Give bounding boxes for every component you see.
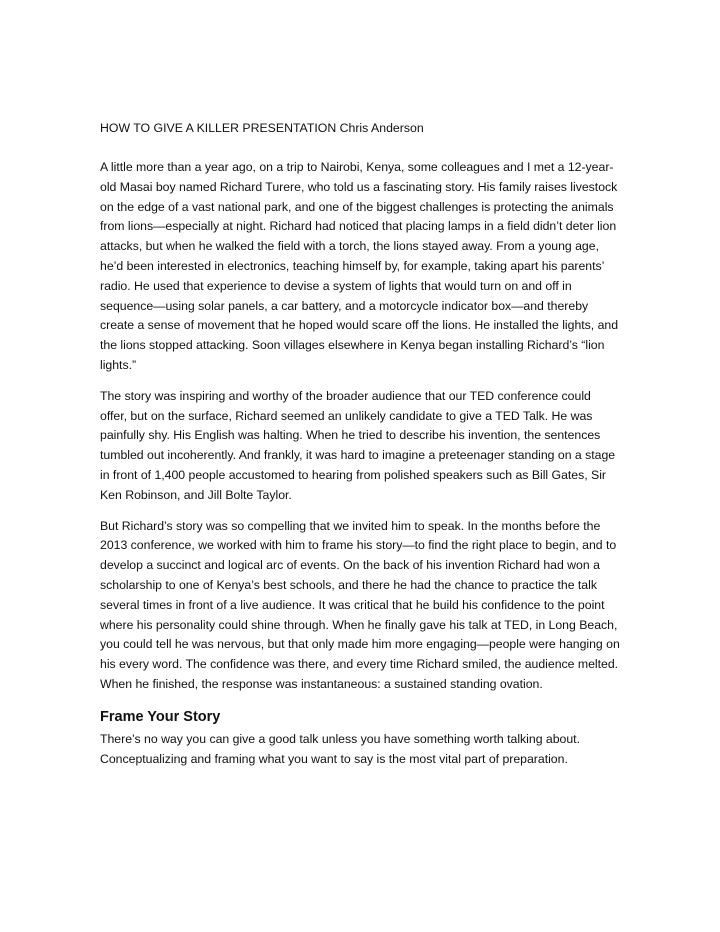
paragraph-intro: A little more than a year ago, on a trip to Nairobi, Kenya, some colleagues and I met a 12-year-old Masai boy named Richard Turere, who told us a fascinating story. His family raises livestock on the edge of a vast national park, and one of the biggest challenges is protecting the animals from lions—especially at night. Richard had noticed that placing lamps in a field didn’t deter lion attacks, but when he walked the field with a torch, the lions stayed away. From a young age, he’d been interested in electronics, teaching himself by, for example, taking apart his parents’ radio. He used that experience to devise a system of lights that would turn on and off in sequence—using solar panels, a car battery, and a motorcycle indicator box—and thereby create a sense of movement that he hoped would scare off the lions. He installed the lights, and the lions stopped attacking. Soon villages elsewhere in Kenya began installing Richard’s “lion lights.” [100, 160, 619, 372]
paragraph-audience: The story was inspiring and worthy of the broader audience that our TED conference could offer, but on the surface, Richard seemed an unlikely candidate to give a TED Talk. He was painfully shy. His English was halting. When he tried to describe his invention, the sentences tumbled out incoherently. And frankly, it was hard to imagine a preteenager standing on a stage in front of 1,400 people accustomed to hearing from polished speakers such as Bill Gates, Sir Ken Robinson, and Jill Bolte Taylor. [100, 388, 616, 502]
paragraph-invitation: But Richard’s story was so compelling that we invited him to speak. In the months before the 2013 conference, we worked with him to frame his story—to find the right place to begin, and to develop a succinct and logical arc of events. On the back of his invention Richard had won a scholarship to one of Kenya’s best schools, and there he had the chance to practice the talk several times in front of a live audience. It was critical that he build his confidence to the point where his personality could shine through. When he finally gave his talk at TED, in Long Beach, you could tell he was nervous, but that only made him more engaging—people were hanging on his every word. The confidence was there, and every time Richard smiled, the audience melted. When he finished, the response was instantaneous: a sustained standing ovation. [100, 518, 620, 691]
paragraph-frame-story: There’s no way you can give a good talk unless you have something worth talking about. Conceptualizing and framing what you want to say is the most vital part of preparation. [100, 731, 580, 766]
document-title: HOW TO GIVE A KILLER PRESENTATION Chris Anderson [100, 121, 424, 135]
document-page [100, 118, 620, 780]
section-heading: Frame Your Story [100, 708, 221, 725]
